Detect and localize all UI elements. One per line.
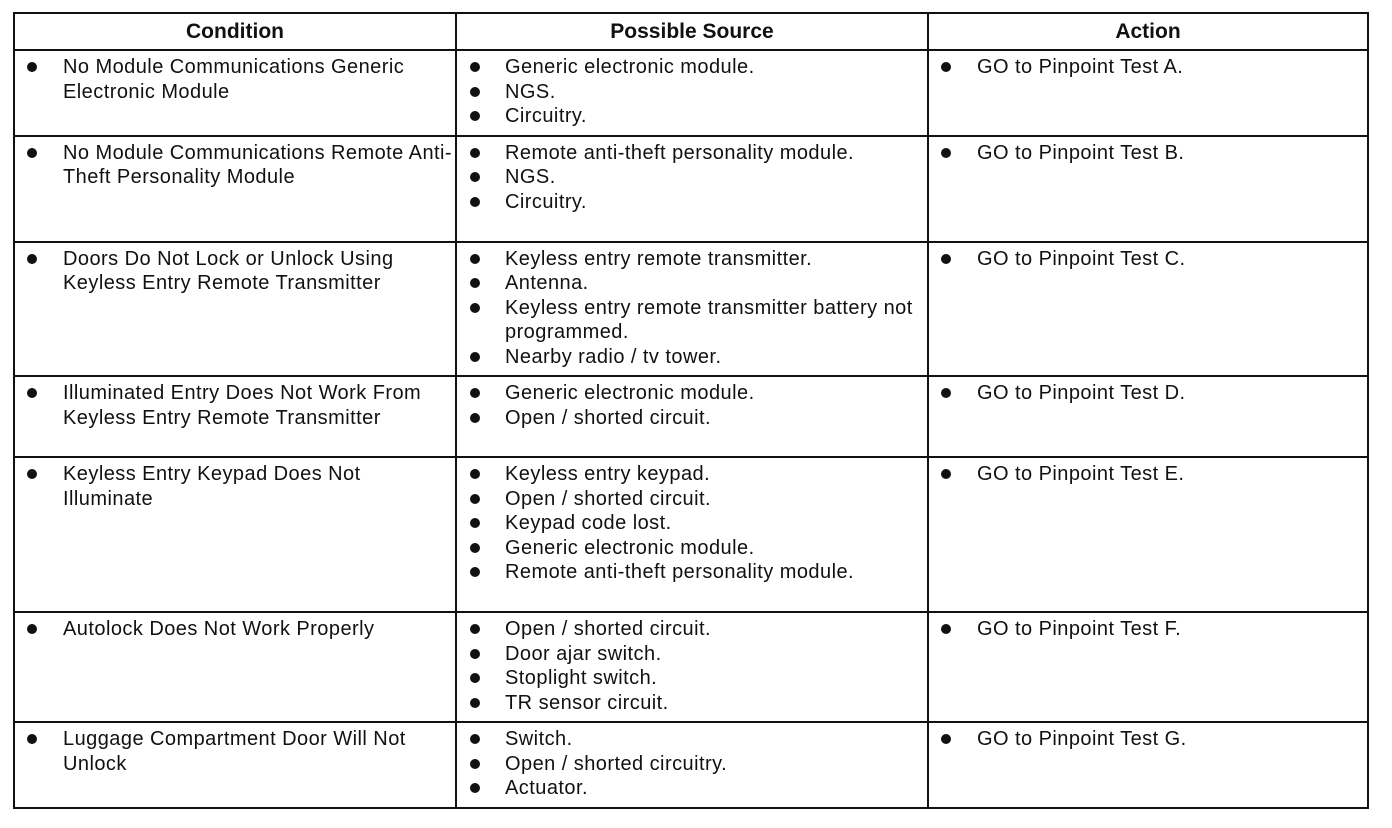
action-text: GO to Pinpoint Test G. xyxy=(929,727,1367,752)
action-cell xyxy=(928,457,1368,612)
source-item: Remote anti-theft personality module. xyxy=(457,141,927,166)
condition-cell xyxy=(14,612,456,722)
condition-cell xyxy=(14,722,456,808)
action-cell xyxy=(928,50,1368,136)
source-item: Keyless entry remote transmitter battery not programmed. xyxy=(457,296,927,345)
table-row xyxy=(14,457,1368,612)
source-cell xyxy=(456,136,928,242)
action-text: GO to Pinpoint Test D. xyxy=(929,381,1367,406)
table-row xyxy=(14,136,1368,242)
source-item: Keyless entry keypad. xyxy=(457,462,927,487)
source-cell xyxy=(456,242,928,377)
condition-cell xyxy=(14,376,456,457)
condition-cell xyxy=(14,50,456,136)
condition-header: Condition xyxy=(14,13,456,50)
condition-text: Keyless Entry Keypad Does Not Illuminate xyxy=(15,462,455,511)
condition-cell xyxy=(14,136,456,242)
source-item: Generic electronic module. xyxy=(457,381,927,406)
header-row xyxy=(14,13,1368,50)
condition-text: Luggage Compartment Door Will Not Unlock xyxy=(15,727,455,776)
source-cell xyxy=(456,612,928,722)
source-cell xyxy=(456,50,928,136)
action-text: GO to Pinpoint Test E. xyxy=(929,462,1367,487)
source-item: Open / shorted circuit. xyxy=(457,406,927,431)
table-row xyxy=(14,722,1368,808)
source-item: Antenna. xyxy=(457,271,927,296)
table-row xyxy=(14,376,1368,457)
source-item: Actuator. xyxy=(457,776,927,801)
source-item: Switch. xyxy=(457,727,927,752)
action-cell xyxy=(928,136,1368,242)
source-item: Open / shorted circuit. xyxy=(457,487,927,512)
condition-text: No Module Communications Generic Electronic Module xyxy=(15,55,455,104)
source-item: Keypad code lost. xyxy=(457,511,927,536)
source-cell xyxy=(456,722,928,808)
source-item: Generic electronic module. xyxy=(457,55,927,80)
source-item: NGS. xyxy=(457,80,927,105)
condition-text: Autolock Does Not Work Properly xyxy=(15,617,455,642)
table-row xyxy=(14,612,1368,722)
action-text: GO to Pinpoint Test C. xyxy=(929,247,1367,272)
source-cell xyxy=(456,457,928,612)
action-text: GO to Pinpoint Test B. xyxy=(929,141,1367,166)
source-item: NGS. xyxy=(457,165,927,190)
action-cell xyxy=(928,612,1368,722)
action-cell xyxy=(928,376,1368,457)
source-item: Circuitry. xyxy=(457,104,927,129)
source-cell xyxy=(456,376,928,457)
source-item: Open / shorted circuit. xyxy=(457,617,927,642)
table-row xyxy=(14,50,1368,136)
source-item: Keyless entry remote transmitter. xyxy=(457,247,927,272)
source-item: Nearby radio / tv tower. xyxy=(457,345,927,370)
condition-cell xyxy=(14,457,456,612)
source-item: Open / shorted circuitry. xyxy=(457,752,927,777)
condition-text: No Module Communications Remote Anti-Theft Personality Module xyxy=(15,141,455,190)
condition-text: Illuminated Entry Does Not Work From Keyless Entry Remote Transmitter xyxy=(15,381,455,430)
action-header: Action xyxy=(928,13,1368,50)
source-item: Circuitry. xyxy=(457,190,927,215)
source-item: Door ajar switch. xyxy=(457,642,927,667)
condition-cell xyxy=(14,242,456,377)
source-item: Generic electronic module. xyxy=(457,536,927,561)
source-item: Remote anti-theft personality module. xyxy=(457,560,927,585)
table-row xyxy=(14,242,1368,377)
possible-source-header: Possible Source xyxy=(456,13,928,50)
condition-text: Doors Do Not Lock or Unlock Using Keyless Entry Remote Transmitter xyxy=(15,247,455,296)
action-cell xyxy=(928,722,1368,808)
action-cell xyxy=(928,242,1368,377)
action-text: GO to Pinpoint Test A. xyxy=(929,55,1367,80)
action-text: GO to Pinpoint Test F. xyxy=(929,617,1367,642)
symptom-chart-table xyxy=(13,12,1369,809)
source-item: TR sensor circuit. xyxy=(457,691,927,716)
source-item: Stoplight switch. xyxy=(457,666,927,691)
